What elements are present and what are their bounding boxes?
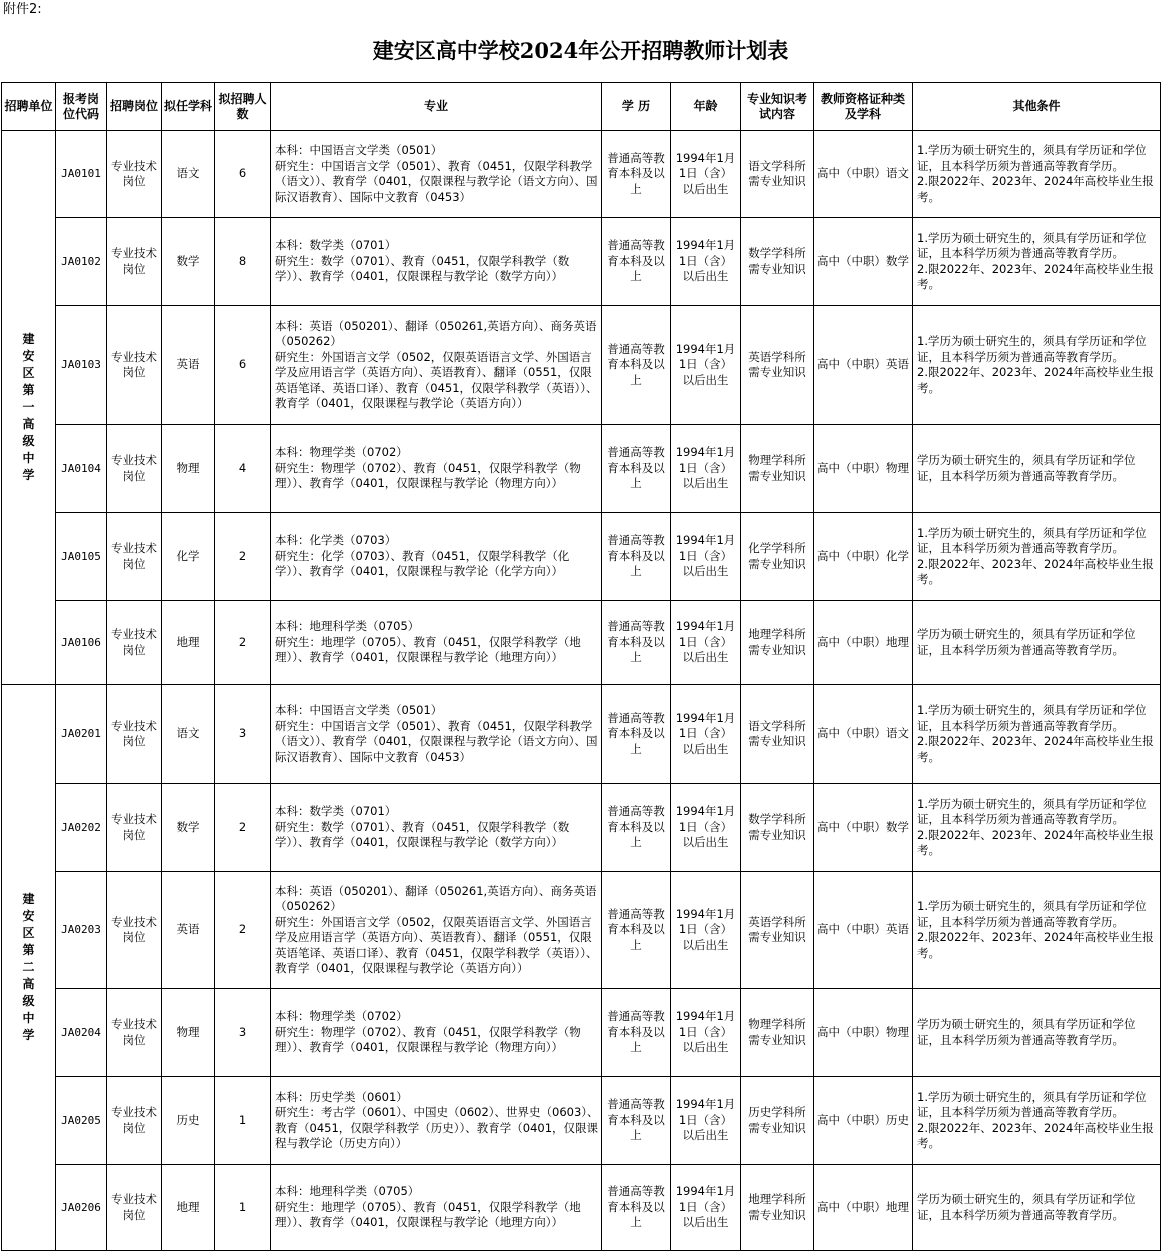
age-requirement: 1994年1月1日（含）以后出生 bbox=[671, 513, 741, 601]
condition-line: 2.限2022年、2023年、2024年高校毕业生报考。 bbox=[917, 734, 1154, 764]
education: 普通高等教育本科及以上 bbox=[602, 425, 671, 513]
condition-line: 2.限2022年、2023年、2024年高校毕业生报考。 bbox=[917, 174, 1154, 204]
post-code: JA0105 bbox=[56, 513, 107, 601]
education: 普通高等教育本科及以上 bbox=[602, 989, 671, 1077]
education: 普通高等教育本科及以上 bbox=[602, 784, 671, 872]
certificate-type: 高中（中职）物理 bbox=[814, 989, 913, 1077]
certificate-type: 高中（中职）化学 bbox=[814, 513, 913, 601]
table-row bbox=[2, 989, 1161, 1077]
unit-name-text: 建安区第二高级中学 bbox=[22, 892, 35, 1042]
exam-content: 物理学科所需专业知识 bbox=[741, 989, 814, 1077]
header-certificate: 教师资格证种类及学科 bbox=[814, 83, 913, 131]
header-age: 年龄 bbox=[671, 83, 741, 131]
post-type: 专业技术岗位 bbox=[107, 1165, 162, 1251]
exam-content: 数学学科所需专业知识 bbox=[741, 784, 814, 872]
header-row bbox=[2, 83, 1161, 131]
post-code: JA0204 bbox=[56, 989, 107, 1077]
major-line: 本科：物理学类（0702） bbox=[275, 445, 408, 460]
age-requirement: 1994年1月1日（含）以后出生 bbox=[671, 218, 741, 306]
post-type: 专业技术岗位 bbox=[107, 306, 162, 425]
condition-line: 2.限2022年、2023年、2024年高校毕业生报考。 bbox=[917, 365, 1154, 395]
unit-name bbox=[2, 685, 56, 1251]
post-type: 专业技术岗位 bbox=[107, 685, 162, 784]
post-code: JA0102 bbox=[56, 218, 107, 306]
major-line: 本科：化学类（0703） bbox=[275, 533, 397, 548]
hire-count: 8 bbox=[215, 218, 271, 306]
table-row bbox=[2, 685, 1161, 784]
unit-name-text: 建安区第一高级中学 bbox=[22, 332, 35, 482]
certificate-type: 高中（中职）历史 bbox=[814, 1077, 913, 1165]
major-line: 研究生：数学（0701）、教育（0451，仅限学科教学（数学））、教育学（0401，仅限课程与教学论（数学方向）） bbox=[275, 253, 570, 284]
table-row bbox=[2, 1077, 1161, 1165]
major-line: 研究生：地理学（0705）、教育（0451，仅限学科教学（地理））、教育学（0401，仅限课程与教学论（地理方向）） bbox=[275, 1199, 581, 1230]
major-line: 本科：历史学类（0601） bbox=[275, 1089, 408, 1104]
page-title: 建安区高中学校2024年公开招聘教师计划表 bbox=[372, 38, 789, 63]
condition-line: 学历为硕士研究生的，须具有学历证和学位证，且本科学历须为普通高等教育学历。 bbox=[917, 627, 1136, 657]
other-conditions bbox=[913, 218, 1161, 306]
major-requirements bbox=[271, 1165, 602, 1251]
hire-count: 2 bbox=[215, 601, 271, 685]
age-requirement: 1994年1月1日（含）以后出生 bbox=[671, 1077, 741, 1165]
other-conditions bbox=[913, 872, 1161, 989]
hire-count: 2 bbox=[215, 872, 271, 989]
hire-count: 3 bbox=[215, 685, 271, 784]
education: 普通高等教育本科及以上 bbox=[602, 306, 671, 425]
table-row bbox=[2, 1165, 1161, 1251]
table-row bbox=[2, 306, 1161, 425]
certificate-type: 高中（中职）地理 bbox=[814, 601, 913, 685]
major-requirements bbox=[271, 218, 602, 306]
major-requirements bbox=[271, 872, 602, 989]
subject: 历史 bbox=[162, 1077, 215, 1165]
major-line: 本科：物理学类（0702） bbox=[275, 1009, 408, 1024]
other-conditions bbox=[913, 425, 1161, 513]
education: 普通高等教育本科及以上 bbox=[602, 601, 671, 685]
subject: 英语 bbox=[162, 306, 215, 425]
header-count: 拟招聘人数 bbox=[215, 83, 271, 131]
table-row bbox=[2, 601, 1161, 685]
condition-line: 学历为硕士研究生的，须具有学历证和学位证，且本科学历须为普通高等教育学历。 bbox=[917, 1017, 1136, 1047]
education: 普通高等教育本科及以上 bbox=[602, 872, 671, 989]
exam-content: 语文学科所需专业知识 bbox=[741, 131, 814, 218]
hire-count: 6 bbox=[215, 131, 271, 218]
major-line: 本科：数学类（0701） bbox=[275, 238, 397, 253]
table-body bbox=[2, 131, 1161, 1251]
exam-content: 语文学科所需专业知识 bbox=[741, 685, 814, 784]
other-conditions bbox=[913, 1165, 1161, 1251]
major-requirements bbox=[271, 306, 602, 425]
major-line: 研究生：数学（0701）、教育（0451，仅限学科教学（数学））、教育学（0401，仅限课程与教学论（数学方向）） bbox=[275, 819, 570, 850]
major-line: 本科：中国语言文学类（0501） bbox=[275, 143, 443, 157]
age-requirement: 1994年1月1日（含）以后出生 bbox=[671, 306, 741, 425]
exam-content: 物理学科所需专业知识 bbox=[741, 425, 814, 513]
post-code: JA0104 bbox=[56, 425, 107, 513]
certificate-type: 高中（中职）地理 bbox=[814, 1165, 913, 1251]
exam-content: 地理学科所需专业知识 bbox=[741, 601, 814, 685]
condition-line: 2.限2022年、2023年、2024年高校毕业生报考。 bbox=[917, 1120, 1154, 1150]
education: 普通高等教育本科及以上 bbox=[602, 513, 671, 601]
hire-count: 1 bbox=[215, 1077, 271, 1165]
post-code: JA0203 bbox=[56, 872, 107, 989]
subject: 数学 bbox=[162, 784, 215, 872]
post-type: 专业技术岗位 bbox=[107, 989, 162, 1077]
major-line: 研究生：中国语言文学（0501）、教育（0451，仅限学科教学（语文））、教育学（0401，仅限课程与教学论（语文方向）、国际汉语教育）、国际中文教育（0453） bbox=[275, 158, 598, 204]
major-line: 研究生：地理学（0705）、教育（0451，仅限学科教学（地理））、教育学（0401，仅限课程与教学论（地理方向）） bbox=[275, 634, 581, 665]
subject: 物理 bbox=[162, 989, 215, 1077]
major-requirements bbox=[271, 784, 602, 872]
table-row bbox=[2, 513, 1161, 601]
certificate-type: 高中（中职）物理 bbox=[814, 425, 913, 513]
age-requirement: 1994年1月1日（含）以后出生 bbox=[671, 784, 741, 872]
post-type: 专业技术岗位 bbox=[107, 131, 162, 218]
age-requirement: 1994年1月1日（含）以后出生 bbox=[671, 685, 741, 784]
exam-content: 英语学科所需专业知识 bbox=[741, 306, 814, 425]
age-requirement: 1994年1月1日（含）以后出生 bbox=[671, 131, 741, 218]
post-code: JA0206 bbox=[56, 1165, 107, 1251]
major-requirements bbox=[271, 513, 602, 601]
education: 普通高等教育本科及以上 bbox=[602, 1165, 671, 1251]
certificate-type: 高中（中职）数学 bbox=[814, 784, 913, 872]
major-line: 本科：数学类（0701） bbox=[275, 804, 397, 819]
exam-content: 历史学科所需专业知识 bbox=[741, 1077, 814, 1165]
subject: 物理 bbox=[162, 425, 215, 513]
age-requirement: 1994年1月1日（含）以后出生 bbox=[671, 425, 741, 513]
header-post: 招聘岗位 bbox=[107, 83, 162, 131]
table-row bbox=[2, 872, 1161, 989]
education: 普通高等教育本科及以上 bbox=[602, 218, 671, 306]
attachment-label: 附件2: bbox=[3, 2, 42, 17]
major-line: 研究生：化学（0703）、教育（0451，仅限学科教学（化学））、教育学（0401，仅限课程与教学论（化学方向）） bbox=[275, 548, 570, 579]
major-requirements bbox=[271, 425, 602, 513]
recruitment-table bbox=[1, 82, 1161, 1251]
post-code: JA0205 bbox=[56, 1077, 107, 1165]
other-conditions bbox=[913, 513, 1161, 601]
other-conditions bbox=[913, 685, 1161, 784]
condition-line: 学历为硕士研究生的，须具有学历证和学位证，且本科学历须为普通高等教育学历。 bbox=[917, 1192, 1136, 1222]
major-line: 研究生：物理学（0702）、教育（0451，仅限学科教学（物理））、教育学（0401，仅限课程与教学论（物理方向）） bbox=[275, 1024, 581, 1055]
certificate-type: 高中（中职）语文 bbox=[814, 131, 913, 218]
post-code: JA0202 bbox=[56, 784, 107, 872]
subject: 英语 bbox=[162, 872, 215, 989]
condition-line: 2.限2022年、2023年、2024年高校毕业生报考。 bbox=[917, 827, 1154, 857]
major-line: 研究生：外国语言文学（0502，仅限英语语言文学、外国语言学及应用语言学（英语方向）、英语教育）、翻译（0551，仅限英语笔译、英语口译）、教育（0451，仅限学科教学（英语））、教育学（0401，仅限课程与教学论（英语方向）） bbox=[275, 914, 598, 975]
major-line: 研究生：考古学（0601）、中国史（0602）、世界史（0603）、教育（0451，仅限学科教学（历史））、教育学（0401，仅限课程与教学论（历史方向）） bbox=[275, 1105, 599, 1150]
condition-line: 1.学历为硕士研究生的，须具有学历证和学位证，且本科学历须为普通高等教育学历。 bbox=[917, 703, 1147, 733]
other-conditions bbox=[913, 131, 1161, 218]
hire-count: 4 bbox=[215, 425, 271, 513]
post-type: 专业技术岗位 bbox=[107, 784, 162, 872]
header-unit: 招聘单位 bbox=[2, 83, 56, 131]
condition-line: 学历为硕士研究生的，须具有学历证和学位证，且本科学历须为普通高等教育学历。 bbox=[917, 453, 1136, 483]
post-type: 专业技术岗位 bbox=[107, 513, 162, 601]
certificate-type: 高中（中职）英语 bbox=[814, 872, 913, 989]
major-line: 研究生：外国语言文学（0502，仅限英语语言文学、外国语言学及应用语言学（英语方向）、英语教育）、翻译（0551，仅限英语笔译、英语口译）、教育（0451，仅限学科教学（英语））、教育学（0401，仅限课程与教学论（英语方向）） bbox=[275, 349, 598, 410]
certificate-type: 高中（中职）语文 bbox=[814, 685, 913, 784]
major-requirements bbox=[271, 131, 602, 218]
condition-line: 1.学历为硕士研究生的，须具有学历证和学位证，且本科学历须为普通高等教育学历。 bbox=[917, 796, 1147, 826]
exam-content: 化学学科所需专业知识 bbox=[741, 513, 814, 601]
post-type: 专业技术岗位 bbox=[107, 218, 162, 306]
table-row bbox=[2, 131, 1161, 218]
post-type: 专业技术岗位 bbox=[107, 1077, 162, 1165]
exam-content: 数学学科所需专业知识 bbox=[741, 218, 814, 306]
other-conditions bbox=[913, 306, 1161, 425]
header-code: 报考岗位代码 bbox=[56, 83, 107, 131]
condition-line: 1.学历为硕士研究生的，须具有学历证和学位证，且本科学历须为普通高等教育学历。 bbox=[917, 230, 1147, 260]
condition-line: 1.学历为硕士研究生的，须具有学历证和学位证，且本科学历须为普通高等教育学历。 bbox=[917, 143, 1147, 173]
table-row bbox=[2, 218, 1161, 306]
condition-line: 2.限2022年、2023年、2024年高校毕业生报考。 bbox=[917, 556, 1154, 586]
subject: 化学 bbox=[162, 513, 215, 601]
post-code: JA0106 bbox=[56, 601, 107, 685]
post-code: JA0201 bbox=[56, 685, 107, 784]
education: 普通高等教育本科及以上 bbox=[602, 131, 671, 218]
header-subject: 拟任学科 bbox=[162, 83, 215, 131]
major-line: 研究生：中国语言文学（0501）、教育（0451，仅限学科教学（语文））、教育学（0401，仅限课程与教学论（语文方向）、国际汉语教育）、国际中文教育（0453） bbox=[275, 718, 598, 764]
exam-content: 地理学科所需专业知识 bbox=[741, 1165, 814, 1251]
header-education: 学 历 bbox=[602, 83, 671, 131]
table-row bbox=[2, 784, 1161, 872]
table-row bbox=[2, 425, 1161, 513]
post-type: 专业技术岗位 bbox=[107, 425, 162, 513]
certificate-type: 高中（中职）英语 bbox=[814, 306, 913, 425]
age-requirement: 1994年1月1日（含）以后出生 bbox=[671, 1165, 741, 1251]
major-line: 本科：英语（050201）、翻译（050261,英语方向）、商务英语（050262） bbox=[275, 883, 597, 913]
major-line: 研究生：物理学（0702）、教育（0451，仅限学科教学（物理））、教育学（0401，仅限课程与教学论（物理方向）） bbox=[275, 460, 581, 491]
header-exam: 专业知识考试内容 bbox=[741, 83, 814, 131]
header-other: 其他条件 bbox=[913, 83, 1161, 131]
major-requirements bbox=[271, 1077, 602, 1165]
subject: 数学 bbox=[162, 218, 215, 306]
hire-count: 3 bbox=[215, 989, 271, 1077]
subject: 地理 bbox=[162, 601, 215, 685]
major-requirements bbox=[271, 685, 602, 784]
subject: 语文 bbox=[162, 131, 215, 218]
subject: 地理 bbox=[162, 1165, 215, 1251]
major-requirements bbox=[271, 989, 602, 1077]
condition-line: 1.学历为硕士研究生的，须具有学历证和学位证，且本科学历须为普通高等教育学历。 bbox=[917, 1089, 1147, 1119]
condition-line: 1.学历为硕士研究生的，须具有学历证和学位证，且本科学历须为普通高等教育学历。 bbox=[917, 899, 1147, 929]
hire-count: 6 bbox=[215, 306, 271, 425]
exam-content: 英语学科所需专业知识 bbox=[741, 872, 814, 989]
hire-count: 1 bbox=[215, 1165, 271, 1251]
header-major: 专业 bbox=[271, 83, 602, 131]
other-conditions bbox=[913, 989, 1161, 1077]
post-code: JA0103 bbox=[56, 306, 107, 425]
other-conditions bbox=[913, 1077, 1161, 1165]
education: 普通高等教育本科及以上 bbox=[602, 685, 671, 784]
major-line: 本科：地理科学类（0705） bbox=[275, 619, 420, 634]
education: 普通高等教育本科及以上 bbox=[602, 1077, 671, 1165]
subject: 语文 bbox=[162, 685, 215, 784]
age-requirement: 1994年1月1日（含）以后出生 bbox=[671, 989, 741, 1077]
condition-line: 2.限2022年、2023年、2024年高校毕业生报考。 bbox=[917, 261, 1154, 291]
condition-line: 2.限2022年、2023年、2024年高校毕业生报考。 bbox=[917, 930, 1154, 960]
unit-name bbox=[2, 131, 56, 685]
hire-count: 2 bbox=[215, 784, 271, 872]
certificate-type: 高中（中职）数学 bbox=[814, 218, 913, 306]
hire-count: 2 bbox=[215, 513, 271, 601]
post-type: 专业技术岗位 bbox=[107, 601, 162, 685]
age-requirement: 1994年1月1日（含）以后出生 bbox=[671, 601, 741, 685]
other-conditions bbox=[913, 601, 1161, 685]
major-line: 本科：地理科学类（0705） bbox=[275, 1184, 420, 1199]
condition-line: 1.学历为硕士研究生的，须具有学历证和学位证，且本科学历须为普通高等教育学历。 bbox=[917, 334, 1147, 364]
major-line: 本科：英语（050201）、翻译（050261,英语方向）、商务英语（050262） bbox=[275, 318, 597, 348]
condition-line: 1.学历为硕士研究生的，须具有学历证和学位证，且本科学历须为普通高等教育学历。 bbox=[917, 525, 1147, 555]
age-requirement: 1994年1月1日（含）以后出生 bbox=[671, 872, 741, 989]
other-conditions bbox=[913, 784, 1161, 872]
post-type: 专业技术岗位 bbox=[107, 872, 162, 989]
major-line: 本科：中国语言文学类（0501） bbox=[275, 703, 443, 717]
post-code: JA0101 bbox=[56, 131, 107, 218]
major-requirements bbox=[271, 601, 602, 685]
